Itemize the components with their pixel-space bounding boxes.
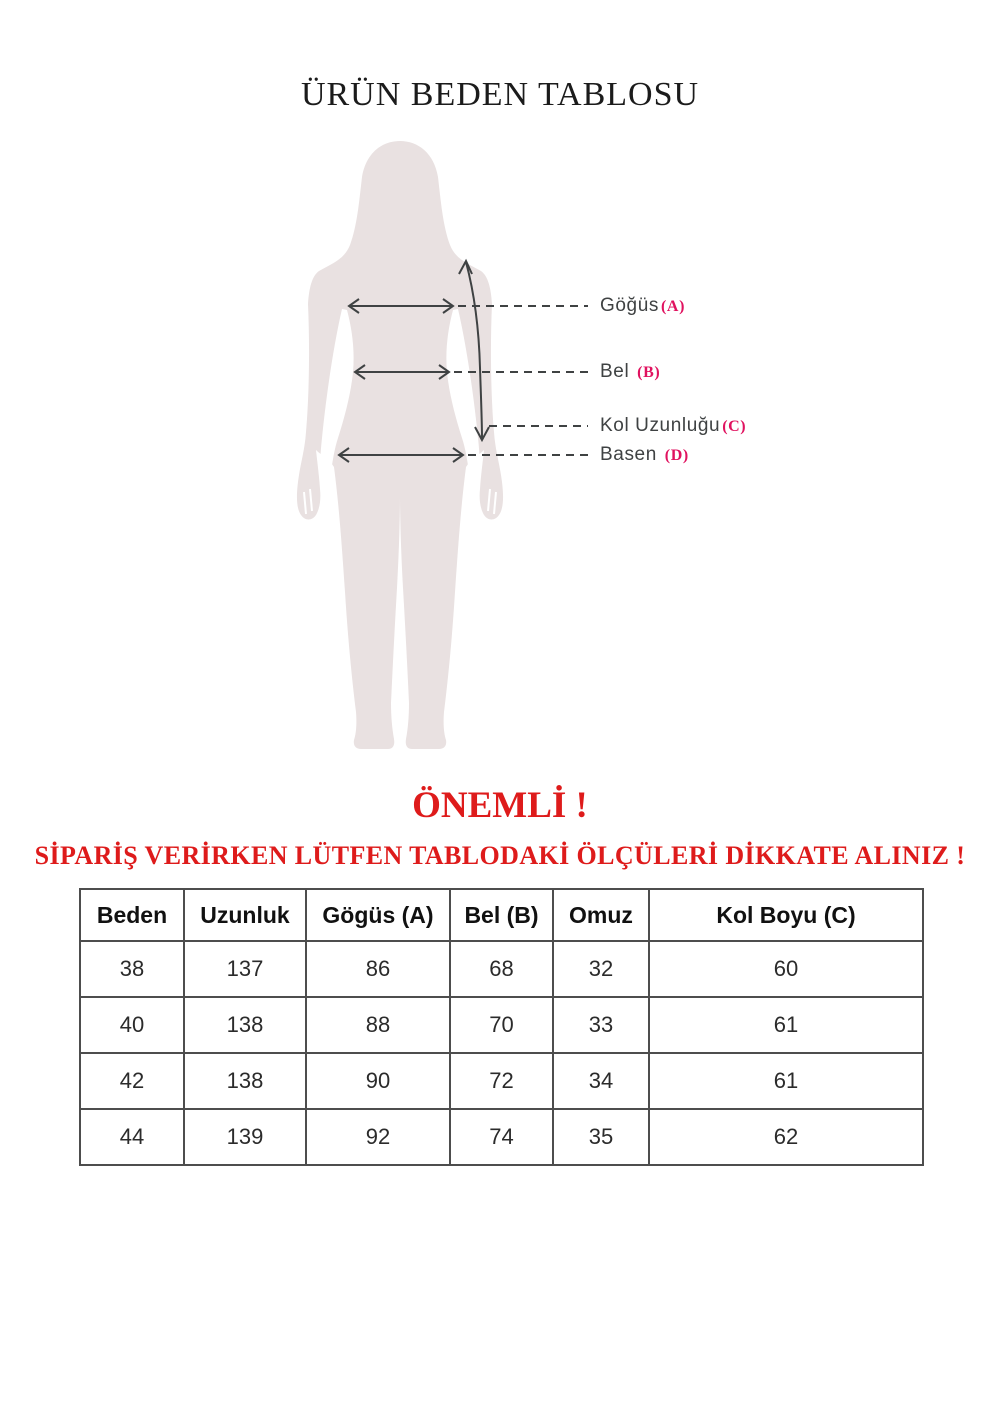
size-cell: 33 [553, 997, 649, 1053]
size-cell: 35 [553, 1109, 649, 1165]
size-cell: 92 [306, 1109, 450, 1165]
column-header-kol-boyu: Kol Boyu (C) [649, 889, 923, 941]
measurement-label-waist-text: Bel [600, 361, 636, 382]
measurement-code-b: (B) [637, 364, 661, 381]
measurement-label-chest-text: Göğüs [600, 295, 659, 316]
size-cell: 61 [649, 1053, 923, 1109]
measurement-label-hip-text: Basen [600, 444, 663, 465]
measurement-code-a: (A) [660, 298, 685, 315]
size-cell: 34 [553, 1053, 649, 1109]
column-header-gogus: Gögüs (A) [306, 889, 450, 941]
measurement-label-sleeve-text: Kol Uzunluğu [600, 415, 721, 436]
size-cell: 44 [80, 1109, 184, 1165]
page-title: ÜRÜN BEDEN TABLOSU [300, 76, 700, 113]
table-row [80, 941, 923, 997]
measurement-label-sleeve [600, 414, 746, 438]
column-header-uzunluk: Uzunluk [184, 889, 306, 941]
size-cell: 137 [184, 941, 306, 997]
size-cell: 60 [649, 941, 923, 997]
column-header-omuz: Omuz [553, 889, 649, 941]
column-header-beden: Beden [80, 889, 184, 941]
size-cell: 138 [184, 997, 306, 1053]
size-table-header-row [80, 889, 923, 941]
size-cell: 68 [450, 941, 553, 997]
measurement-label-chest [600, 294, 685, 318]
size-cell: 138 [184, 1053, 306, 1109]
size-cell: 90 [306, 1053, 450, 1109]
size-cell: 61 [649, 997, 923, 1053]
size-cell: 70 [450, 997, 553, 1053]
size-cell: 62 [649, 1109, 923, 1165]
column-header-bel: Bel (B) [450, 889, 553, 941]
size-cell: 88 [306, 997, 450, 1053]
measurement-code-c: (C) [722, 418, 747, 435]
table-row [80, 1109, 923, 1165]
table-row [80, 997, 923, 1053]
table-row [80, 1053, 923, 1109]
warning-heading: ÖNEMLİ ! [412, 785, 588, 826]
measurement-code-d: (D) [664, 447, 689, 464]
size-cell: 86 [306, 941, 450, 997]
size-cell: 72 [450, 1053, 553, 1109]
size-cell: 32 [553, 941, 649, 997]
measurement-label-waist [600, 360, 660, 384]
size-cell: 42 [80, 1053, 184, 1109]
measurement-label-hip [600, 443, 689, 467]
size-cell: 74 [450, 1109, 553, 1165]
warning-subheading: SİPARİŞ VERİRKEN LÜTFEN TABLODAKİ ÖLÇÜLERİ DİKKATE ALINIZ ! [34, 841, 966, 870]
size-cell: 38 [80, 941, 184, 997]
size-cell: 139 [184, 1109, 306, 1165]
size-table [79, 888, 924, 1166]
size-cell: 40 [80, 997, 184, 1053]
